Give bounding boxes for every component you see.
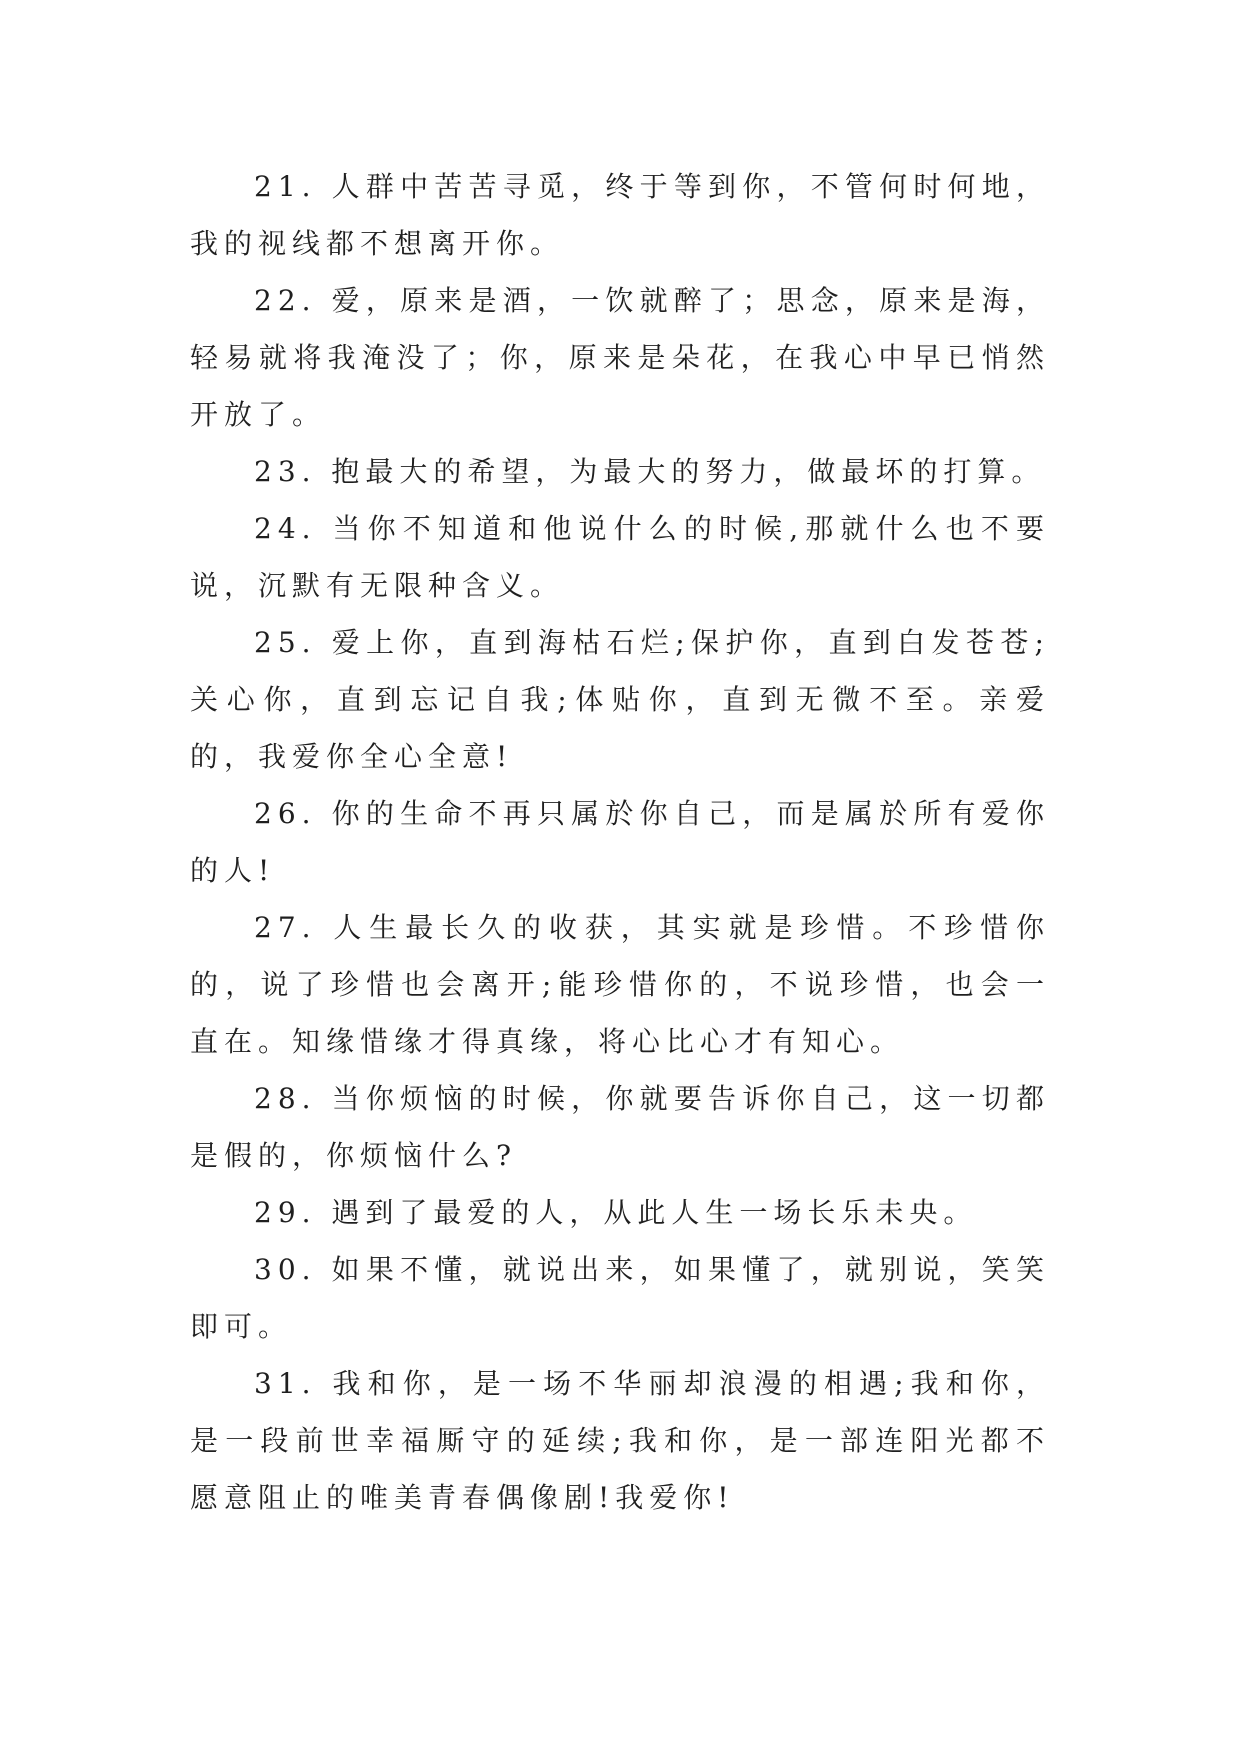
paragraph-28: 28. 当你烦恼的时候，你就要告诉你自己，这一切都是假的，你烦恼什么? [190,1082,1050,1172]
paragraph-27: 27. 人生最长久的收获，其实就是珍惜。不珍惜你的，说了珍惜也会离开;能珍惜你的，不说珍惜，也会一直在。知缘惜缘才得真缘，将心比心才有知心。 [190,911,1050,1058]
paragraph-23: 23. 抱最大的希望，为最大的努力，做最坏的打算。 [254,455,1046,488]
paragraph-21: 21. 人群中苦苦寻觅，终于等到你，不管何时何地，我的视线都不想离开你。 [190,170,1050,260]
paragraph-29: 29. 遇到了最爱的人，从此人生一场长乐未央。 [254,1196,978,1229]
paragraph-30: 30. 如果不懂，就说出来，如果懂了，就别说，笑笑即可。 [190,1253,1050,1343]
paragraph-22: 22. 爱，原来是酒，一饮就醉了；思念，原来是海，轻易就将我淹没了；你，原来是朵花，在我心中早已悄然开放了。 [190,284,1050,431]
paragraph-25: 25. 爱上你，直到海枯石烂;保护你，直到白发苍苍;关心你，直到忘记自我;体贴你，直到无微不至。亲爱的，我爱你全心全意! [190,626,1050,773]
document-body [190,158,1050,1526]
paragraph-24: 24. 当你不知道和他说什么的时候,那就什么也不要说，沉默有无限种含义。 [190,512,1050,602]
paragraph-26: 26. 你的生命不再只属於你自己，而是属於所有爱你的人! [190,797,1050,887]
paragraph-31: 31. 我和你，是一场不华丽却浪漫的相遇;我和你，是一段前世幸福厮守的延续;我和你，是一部连阳光都不愿意阻止的唯美青春偶像剧!我爱你! [190,1367,1050,1514]
